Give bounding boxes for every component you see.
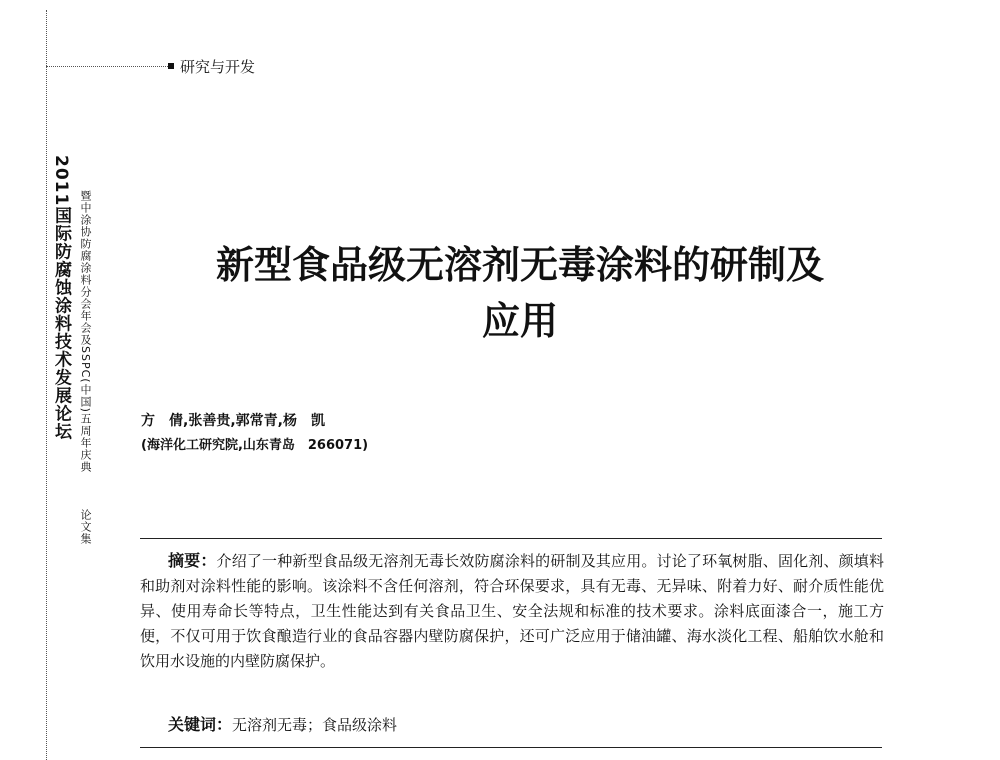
header-dotted-line (46, 66, 168, 67)
abstract-text: 介绍了一种新型食品级无溶剂无毒长效防腐涂料的研制及其应用。讨论了环氧树脂、固化剂、颜填料和助剂对涂料性能的影响。该涂料不含任何溶剂，符合环保要求，具有无毒、无异味、附着力好、耐介质性能优异、使用寿命长等特点，卫生性能达到有关食品卫生、安全法规和标准的技术要求。涂料底面漆合一，施工方便，不仅可用于饮食酿造行业的食品容器内壁防腐保护，还可广泛应用于储油罐、海水淡化工程、船舶饮水舱和饮用水设施的内壁防腐保护。 (140, 552, 884, 670)
section-label: 研究与开发 (180, 58, 256, 76)
abstract-label: 摘要： (168, 551, 217, 570)
side-subtitle-suffix: 论文集 (79, 509, 92, 546)
side-journal-subtitle (80, 190, 91, 545)
paper-title-line-1: 新型食品级无溶剂无毒涂料的研制及 (215, 242, 824, 287)
abstract-top-rule (140, 538, 882, 539)
keywords-text: 无溶剂无毒；食品级涂料 (232, 716, 398, 734)
margin-dotted-vertical-line (46, 10, 47, 760)
paper-title-line-2: 应用 (481, 298, 558, 343)
side-subtitle-text: 暨中涂协防腐涂料分会年会及SSPC(中国)五周年庆典 (79, 190, 92, 473)
affiliation: (海洋化工研究院,山东青岛 266071) (141, 438, 369, 453)
authors: 方 倩,张善贵,郭常青,杨 凯 (141, 413, 325, 429)
paper-title (140, 237, 900, 349)
keywords-label: 关键词： (168, 715, 233, 734)
section-header (168, 56, 255, 77)
abstract-bottom-rule (140, 747, 882, 748)
abstract (140, 548, 884, 674)
keywords (168, 712, 397, 735)
side-journal-title: 2011国际防腐蚀涂料技术发展论坛 (51, 155, 71, 441)
square-bullet-icon (168, 63, 174, 69)
